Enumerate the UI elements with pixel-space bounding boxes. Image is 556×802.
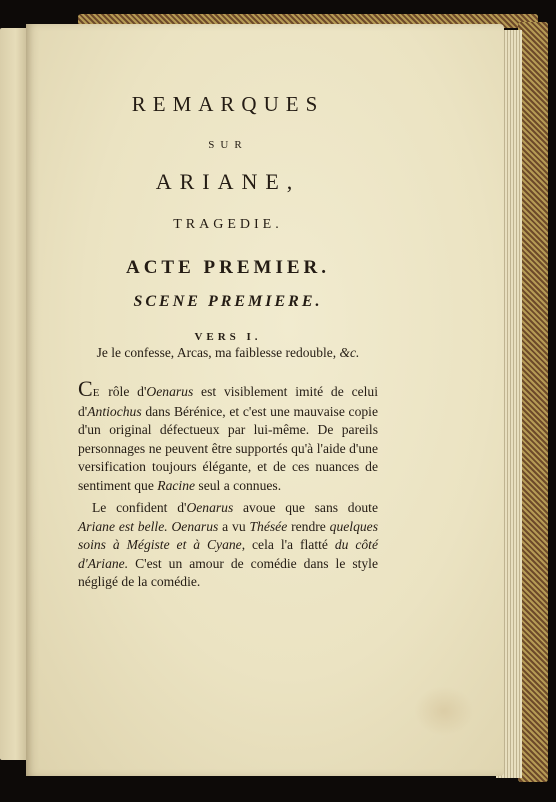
- commentary-paragraph-2: [78, 499, 378, 592]
- name-racine: Racine: [157, 477, 196, 493]
- act-heading: ACTE PREMIER.: [125, 257, 330, 278]
- book-cover-edge: [518, 22, 548, 782]
- drop-cap: C: [78, 376, 93, 401]
- page-content: [78, 88, 378, 592]
- verse-etc: &c.: [339, 345, 360, 360]
- verse-heading: VERS I.: [194, 331, 262, 343]
- small-cap: E: [92, 387, 101, 399]
- text: est visiblement imité de celui d': [78, 384, 378, 419]
- text: a vu: [218, 518, 250, 534]
- text: C'est un amour de comédie dans le style négligé de la comédie.: [78, 555, 378, 589]
- quote-ariane-belle: Ariane est belle. Oenarus: [78, 518, 219, 534]
- text: avoue que sans doute: [233, 500, 378, 515]
- text: rôle d': [100, 384, 147, 399]
- play-genre: TRAGEDIE.: [173, 217, 283, 232]
- quote-cote: du côté d'Ariane.: [78, 537, 378, 571]
- name-thesee: Thésée: [249, 518, 288, 534]
- name-oenarus: Oenarus: [186, 500, 234, 515]
- book-page: [26, 24, 504, 776]
- page-title: REMARQUES: [131, 92, 325, 116]
- text: Le confident d': [92, 500, 187, 515]
- facing-page-edge: [0, 28, 26, 760]
- title-connector: SUR: [208, 139, 248, 151]
- text: dans Bérénice, et c'est une mauvaise copie d'un original défectueux par lui-même. De pareils personnages ne peuvent être supportés qu'à l'aide d'une versification toujours élégante, et de ces nuances de sentiment que: [78, 403, 378, 493]
- play-title: ARIANE,: [155, 169, 301, 194]
- name-oenarus: Oenarus: [146, 384, 194, 399]
- scene-heading: SCENE PREMIERE.: [133, 293, 323, 310]
- quote-soins: quelques soins à Mégiste et à Cyane: [78, 518, 378, 552]
- verse-quote-text: Je le confesse, Arcas, ma faiblesse redouble,: [96, 345, 337, 360]
- name-antiochus: Antiochus: [87, 403, 142, 419]
- paper-stain: [414, 686, 474, 736]
- verse-quote: [78, 345, 378, 361]
- text: seul a connues.: [195, 477, 282, 493]
- text: , cela l'a flatté: [241, 537, 335, 552]
- text: rendre: [287, 518, 330, 534]
- commentary-paragraph-1: [78, 376, 378, 495]
